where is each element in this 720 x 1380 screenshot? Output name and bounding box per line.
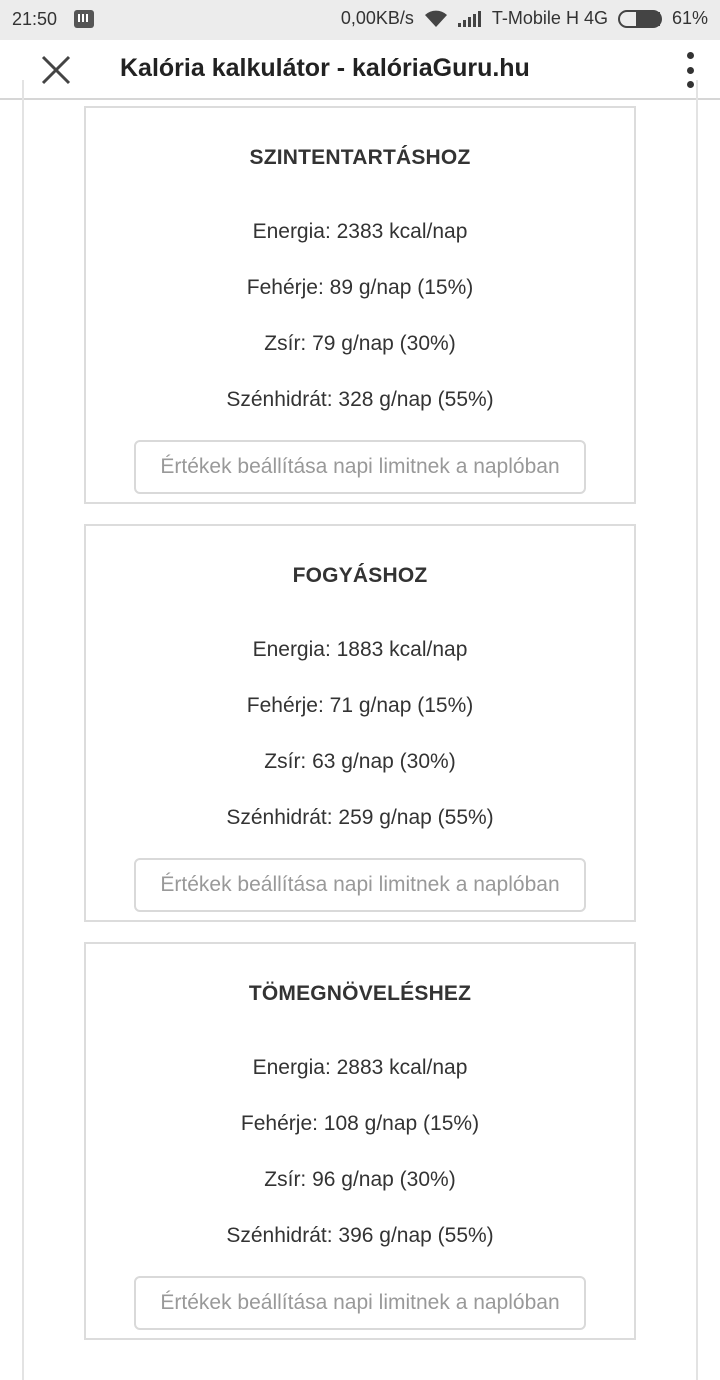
- status-right-group: [341, 8, 708, 29]
- protein-value: Fehérje: 108 g/nap (15%): [240, 1112, 480, 1135]
- battery-percent: 61%: [671, 8, 708, 28]
- network-speed: 0,00KB/s: [340, 8, 414, 28]
- status-time: 21:50: [12, 9, 58, 29]
- battery-icon: [618, 10, 662, 28]
- bbm-notification-icon: [74, 10, 94, 28]
- battery-level-fill: [636, 12, 660, 26]
- card-heading: TÖMEGNÖVELÉSHEZ: [248, 982, 472, 1005]
- carbs-value: Szénhidrát: 259 g/nap (55%): [226, 806, 494, 829]
- maintenance-card: [84, 106, 636, 504]
- protein-value: Fehérje: 89 g/nap (15%): [246, 276, 474, 299]
- energy-value: Energia: 2383 kcal/nap: [252, 220, 468, 243]
- set-daily-limit-button[interactable]: Értékek beállítása napi limitnek a naplóban: [134, 1276, 586, 1330]
- fat-value: Zsír: 63 g/nap (30%): [264, 750, 456, 773]
- energy-value: Energia: 2883 kcal/nap: [252, 1056, 468, 1079]
- weight-loss-card: [84, 524, 636, 922]
- card-heading: SZINTENTARTÁSHOZ: [249, 146, 471, 169]
- energy-value: Energia: 1883 kcal/nap: [252, 638, 468, 661]
- carbs-value: Szénhidrát: 396 g/nap (55%): [226, 1224, 494, 1247]
- status-bar: [0, 0, 720, 40]
- fat-value: Zsír: 79 g/nap (30%): [264, 332, 456, 355]
- protein-value: Fehérje: 71 g/nap (15%): [246, 694, 474, 717]
- page-content[interactable]: [0, 100, 720, 1314]
- set-daily-limit-button[interactable]: Értékek beállítása napi limitnek a naplóban: [134, 858, 586, 912]
- card-heading: FOGYÁSHOZ: [292, 564, 428, 587]
- set-daily-limit-button[interactable]: Értékek beállítása napi limitnek a naplóban: [134, 440, 586, 494]
- fat-value: Zsír: 96 g/nap (30%): [264, 1168, 456, 1191]
- mass-gain-card: [84, 942, 636, 1340]
- menu-dot: [687, 52, 694, 59]
- carrier-name: T-Mobile H 4G: [491, 8, 608, 28]
- page-title: Kalória kalkulátor - kalóriaGuru.hu: [120, 54, 530, 82]
- signal-strength-icon: [458, 10, 482, 28]
- carbs-value: Szénhidrát: 328 g/nap (55%): [226, 388, 494, 411]
- wifi-icon: [424, 10, 448, 28]
- menu-dot: [687, 67, 694, 74]
